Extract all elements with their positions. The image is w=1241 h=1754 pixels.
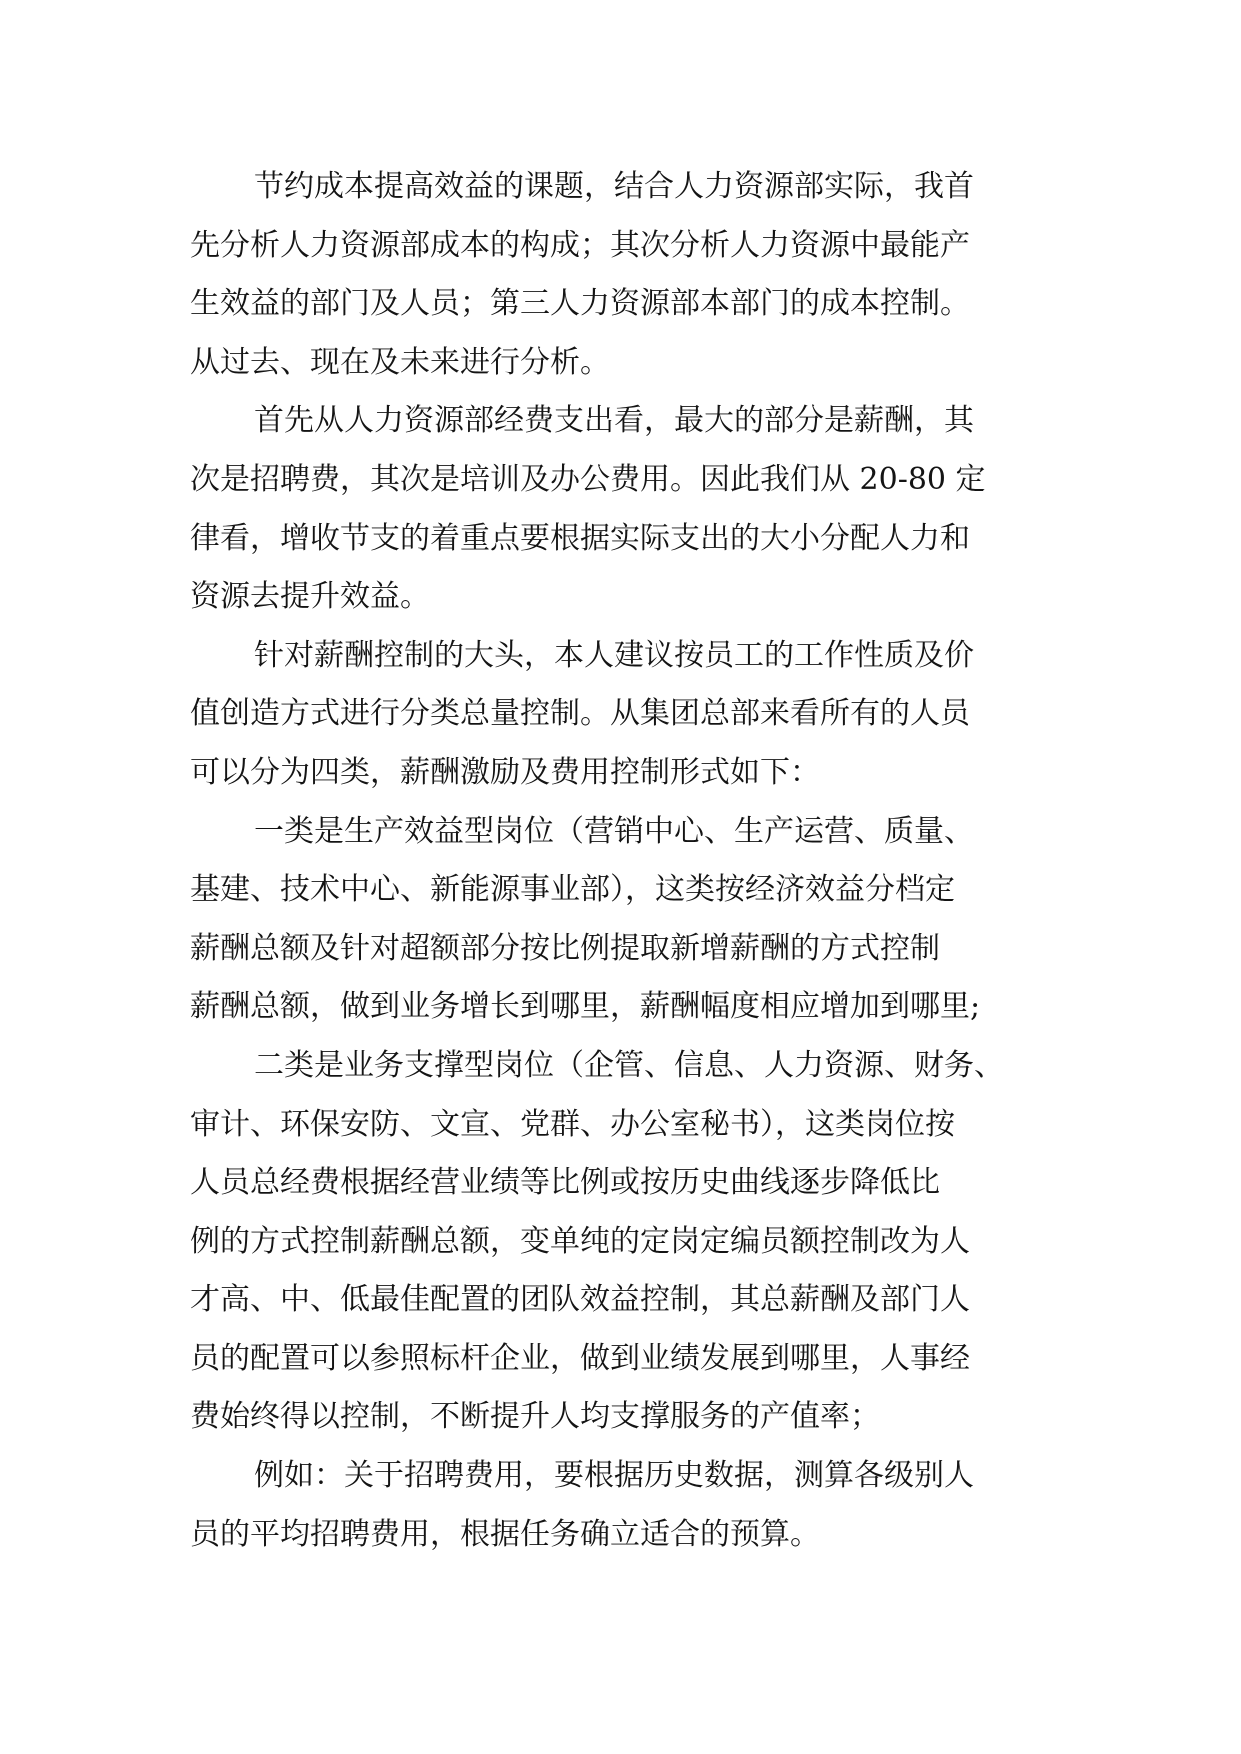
text-line: 针对薪酬控制的大头，本人建议按员工的工作性质及价	[254, 637, 974, 673]
text-line: 薪酬总额，做到业务增长到哪里，薪酬幅度相应增加到哪里;	[190, 989, 981, 1025]
text-line: 值创造方式进行分类总量控制。从集团总部来看所有的人员	[190, 696, 970, 732]
text-line: 人员总经费根据经营业绩等比例或按历史曲线逐步降低比	[190, 1165, 940, 1201]
text-line: 可以分为四类，薪酬激励及费用控制形式如下：	[190, 754, 820, 790]
paragraph-6	[190, 1447, 1070, 1564]
paragraph-3	[190, 627, 1070, 803]
text-line: 基建、技术中心、新能源事业部），这类按经济效益分档定	[190, 872, 955, 908]
text-line: 从过去、现在及未来进行分析。	[190, 344, 610, 380]
document-body	[190, 158, 1070, 1564]
text-line: 先分析人力资源部成本的构成；其次分析人力资源中最能产	[190, 227, 970, 263]
text-line: 员的配置可以参照标杆企业，做到业绩发展到哪里，人事经	[190, 1340, 970, 1376]
text-line: 二类是业务支撑型岗位（企管、信息、人力资源、财务、	[254, 1047, 1004, 1083]
text-line: 一类是生产效益型岗位（营销中心、生产运营、质量、	[254, 813, 974, 849]
paragraph-1	[190, 158, 1070, 392]
paragraph-2	[190, 392, 1070, 626]
text-line: 例如：关于招聘费用，要根据历史数据，测算各级别人	[254, 1458, 974, 1494]
text-line: 律看，增收节支的着重点要根据实际支出的大小分配人力和	[190, 520, 970, 556]
text-line: 首先从人力资源部经费支出看，最大的部分是薪酬，其	[254, 403, 974, 439]
text-line: 费始终得以控制，不断提升人均支撑服务的产值率；	[190, 1399, 880, 1435]
text-line: 例的方式控制薪酬总额，变单纯的定岗定编员额控制改为人	[190, 1223, 970, 1259]
text-line: 资源去提升效益。	[190, 579, 430, 615]
text-line: 才高、中、低最佳配置的团队效益控制，其总薪酬及部门人	[190, 1282, 970, 1318]
paragraph-5	[190, 1037, 1070, 1447]
text-line: 次是招聘费，其次是培训及办公费用。因此我们从 20-80 定	[190, 461, 986, 497]
text-line: 审计、环保安防、文宣、党群、办公室秘书），这类岗位按	[190, 1106, 955, 1142]
text-line: 薪酬总额及针对超额部分按比例提取新增薪酬的方式控制	[190, 930, 940, 966]
text-line: 生效益的部门及人员；第三人力资源部本部门的成本控制。	[190, 286, 970, 322]
text-line: 员的平均招聘费用，根据任务确立适合的预算。	[190, 1516, 820, 1552]
text-line: 节约成本提高效益的课题，结合人力资源部实际，我首	[254, 169, 974, 204]
paragraph-4	[190, 803, 1070, 1037]
